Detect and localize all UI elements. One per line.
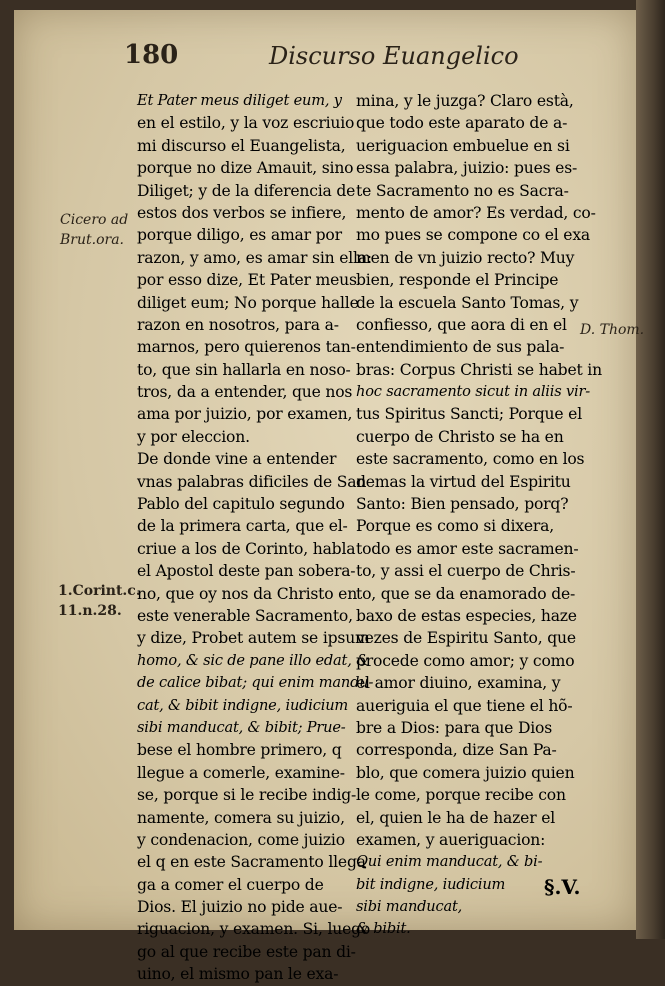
text-line: no, que oy nos da Christo en [137, 584, 358, 603]
text-line: porque diligo, es amar por [137, 226, 342, 245]
text-line: de calice bibat; qui enim mandu- [137, 674, 374, 692]
text-line: blo, que comera juizio quien [356, 763, 575, 782]
text-line: homo, & sic de pane illo edat, & [137, 651, 369, 669]
text-line: Porque es como si dixera, [356, 517, 555, 536]
text-line: tus Spiritus Sancti; Porque el [356, 405, 582, 424]
text-line: essa palabra, juizio: pues es- [356, 159, 578, 178]
text-line: el q en este Sacramento llega [137, 853, 366, 872]
text-line: ga a comer el cuerpo de [137, 875, 324, 894]
text-line: y dize, Probet autem se ipsum [137, 629, 370, 648]
text-line: por esso dize, Et Pater meus [137, 271, 357, 290]
page-number: 180 [124, 40, 179, 70]
text-line: bre a Dios: para que Dios [356, 718, 553, 737]
section-mark: §.V. [544, 875, 581, 899]
text-line: bras: Corpus Christi se habet in [356, 360, 602, 379]
text-line: de la primera carta, que el- [137, 517, 348, 536]
text-line: en el estilo, y la voz escriuio [137, 114, 355, 133]
text-line: procede como amor; y como [356, 651, 575, 670]
right-text-column [356, 90, 602, 941]
margin-note-line: D. Thom. [580, 322, 645, 338]
text-line: & bibit. [356, 920, 411, 938]
text-line: mina, y le juzga? Claro està, [356, 92, 574, 110]
text-line: el Apostol deste pan sobera- [137, 562, 356, 581]
text-line: mento de amor? Es verdad, co- [356, 203, 596, 222]
text-line: ama por juizio, por examen, [137, 405, 353, 424]
text-line: marnos, pero quierenos tan- [137, 338, 356, 357]
margin-note-corinthians [58, 581, 141, 621]
text-line: razon, y amo, es amar sin ella: [137, 248, 372, 267]
text-line: razon en nosotros, para a- [137, 315, 339, 334]
text-line: porque no dize Amauit, sino [137, 159, 354, 178]
margin-note-line: 11.n.28. [58, 603, 122, 619]
margin-note-line: Brut.ora. [60, 232, 124, 248]
text-line: namente, comera su juizio, [137, 808, 345, 827]
margin-note-thomas [580, 320, 644, 340]
text-line: hoc sacramento sicut in aliis vir- [356, 383, 590, 401]
text-line: bese el hombre primero, q [137, 741, 342, 760]
text-line: ueriguacion embuelue en si [356, 136, 570, 155]
text-line: demas la virtud del Espiritu [356, 472, 571, 491]
text-line: examen, y aueriguacion: [356, 830, 546, 849]
text-line: to, y assi el cuerpo de Chris- [356, 562, 576, 581]
margin-note-line: 1.Corint.c. [58, 583, 141, 599]
text-line: men de vn juizio recto? Muy [356, 248, 575, 267]
text-line: y condenacion, come juizio [137, 830, 345, 849]
text-line: entendimiento de sus pala- [356, 338, 565, 357]
page-header [124, 40, 519, 76]
text-line: te Sacramento no es Sacra- [356, 181, 569, 200]
text-line: uino, el mismo pan le exa- [137, 965, 339, 984]
text-line: criue a los de Corinto, habla [137, 539, 356, 558]
text-line: cuerpo de Christo se ha en [356, 427, 564, 446]
running-title: Discurso Euangelico [269, 42, 519, 70]
text-line: Diliget; y de la diferencia de [137, 181, 356, 200]
text-line: bien, responde el Principe [356, 271, 559, 290]
text-line: Et Pater meus diliget eum, y [137, 92, 342, 109]
text-line: Qui enim manducat, & bi- [356, 853, 543, 871]
text-line: este venerable Sacramento, [137, 606, 353, 625]
text-line: le come, porque recibe con [356, 786, 566, 805]
text-line: De donde vine a entender [137, 450, 337, 469]
text-line: y por eleccion. [137, 427, 250, 446]
text-line: corresponda, dize San Pa- [356, 741, 557, 760]
margin-note-line: Cicero ad [60, 212, 129, 228]
text-line: llegue a comerle, examine- [137, 763, 345, 782]
text-line: tros, da a entender, que nos [137, 383, 353, 402]
text-line: sibi manducat, [356, 898, 463, 916]
text-line: estos dos verbos se infiere, [137, 203, 347, 222]
text-line: diliget eum; No porque halle [137, 293, 359, 312]
text-line: baxo de estas especies, haze [356, 606, 577, 625]
text-line: Santo: Bien pensado, porq? [356, 495, 569, 514]
text-line: que todo este aparato de a- [356, 114, 568, 133]
text-line: confiesso, que aora di en el [356, 315, 567, 334]
text-line: sibi manducat, & bibit; Prue- [137, 718, 346, 736]
text-line: Dios. El juizio no pide aue- [137, 898, 343, 917]
text-line: este sacramento, como en los [356, 450, 585, 469]
text-line: el, quien le ha de hazer el [356, 808, 556, 827]
margin-note-cicero [60, 210, 128, 250]
text-line: go al que recibe este pan di- [137, 942, 356, 961]
text-line: de la escuela Santo Tomas, y [356, 293, 579, 312]
text-line: vnas palabras dificiles de San [137, 472, 367, 491]
text-line: cat, & bibit indigne, iudicium [137, 696, 349, 714]
text-line: bit indigne, iudicium [356, 875, 506, 893]
text-line: mo pues se compone co el exa [356, 226, 591, 245]
text-line: riguacion, y examen. Si, luego [137, 920, 371, 939]
text-line: el amor diuino, examina, y [356, 674, 561, 693]
text-line: to, que se da enamorado de- [356, 584, 576, 603]
left-text-column [137, 90, 374, 986]
text-line: todo es amor este sacramen- [356, 539, 579, 558]
text-line: Pablo del capitulo segundo [137, 495, 345, 514]
book-fore-edge [636, 0, 665, 939]
text-line: vezes de Espiritu Santo, que [356, 629, 576, 648]
text-line: aueriguia el que tiene el hõ- [356, 696, 573, 715]
text-line: mi discurso el Euangelista, [137, 136, 346, 155]
text-line: to, que sin hallarla en noso- [137, 360, 351, 379]
text-line: se, porque si le recibe indig- [137, 786, 357, 805]
